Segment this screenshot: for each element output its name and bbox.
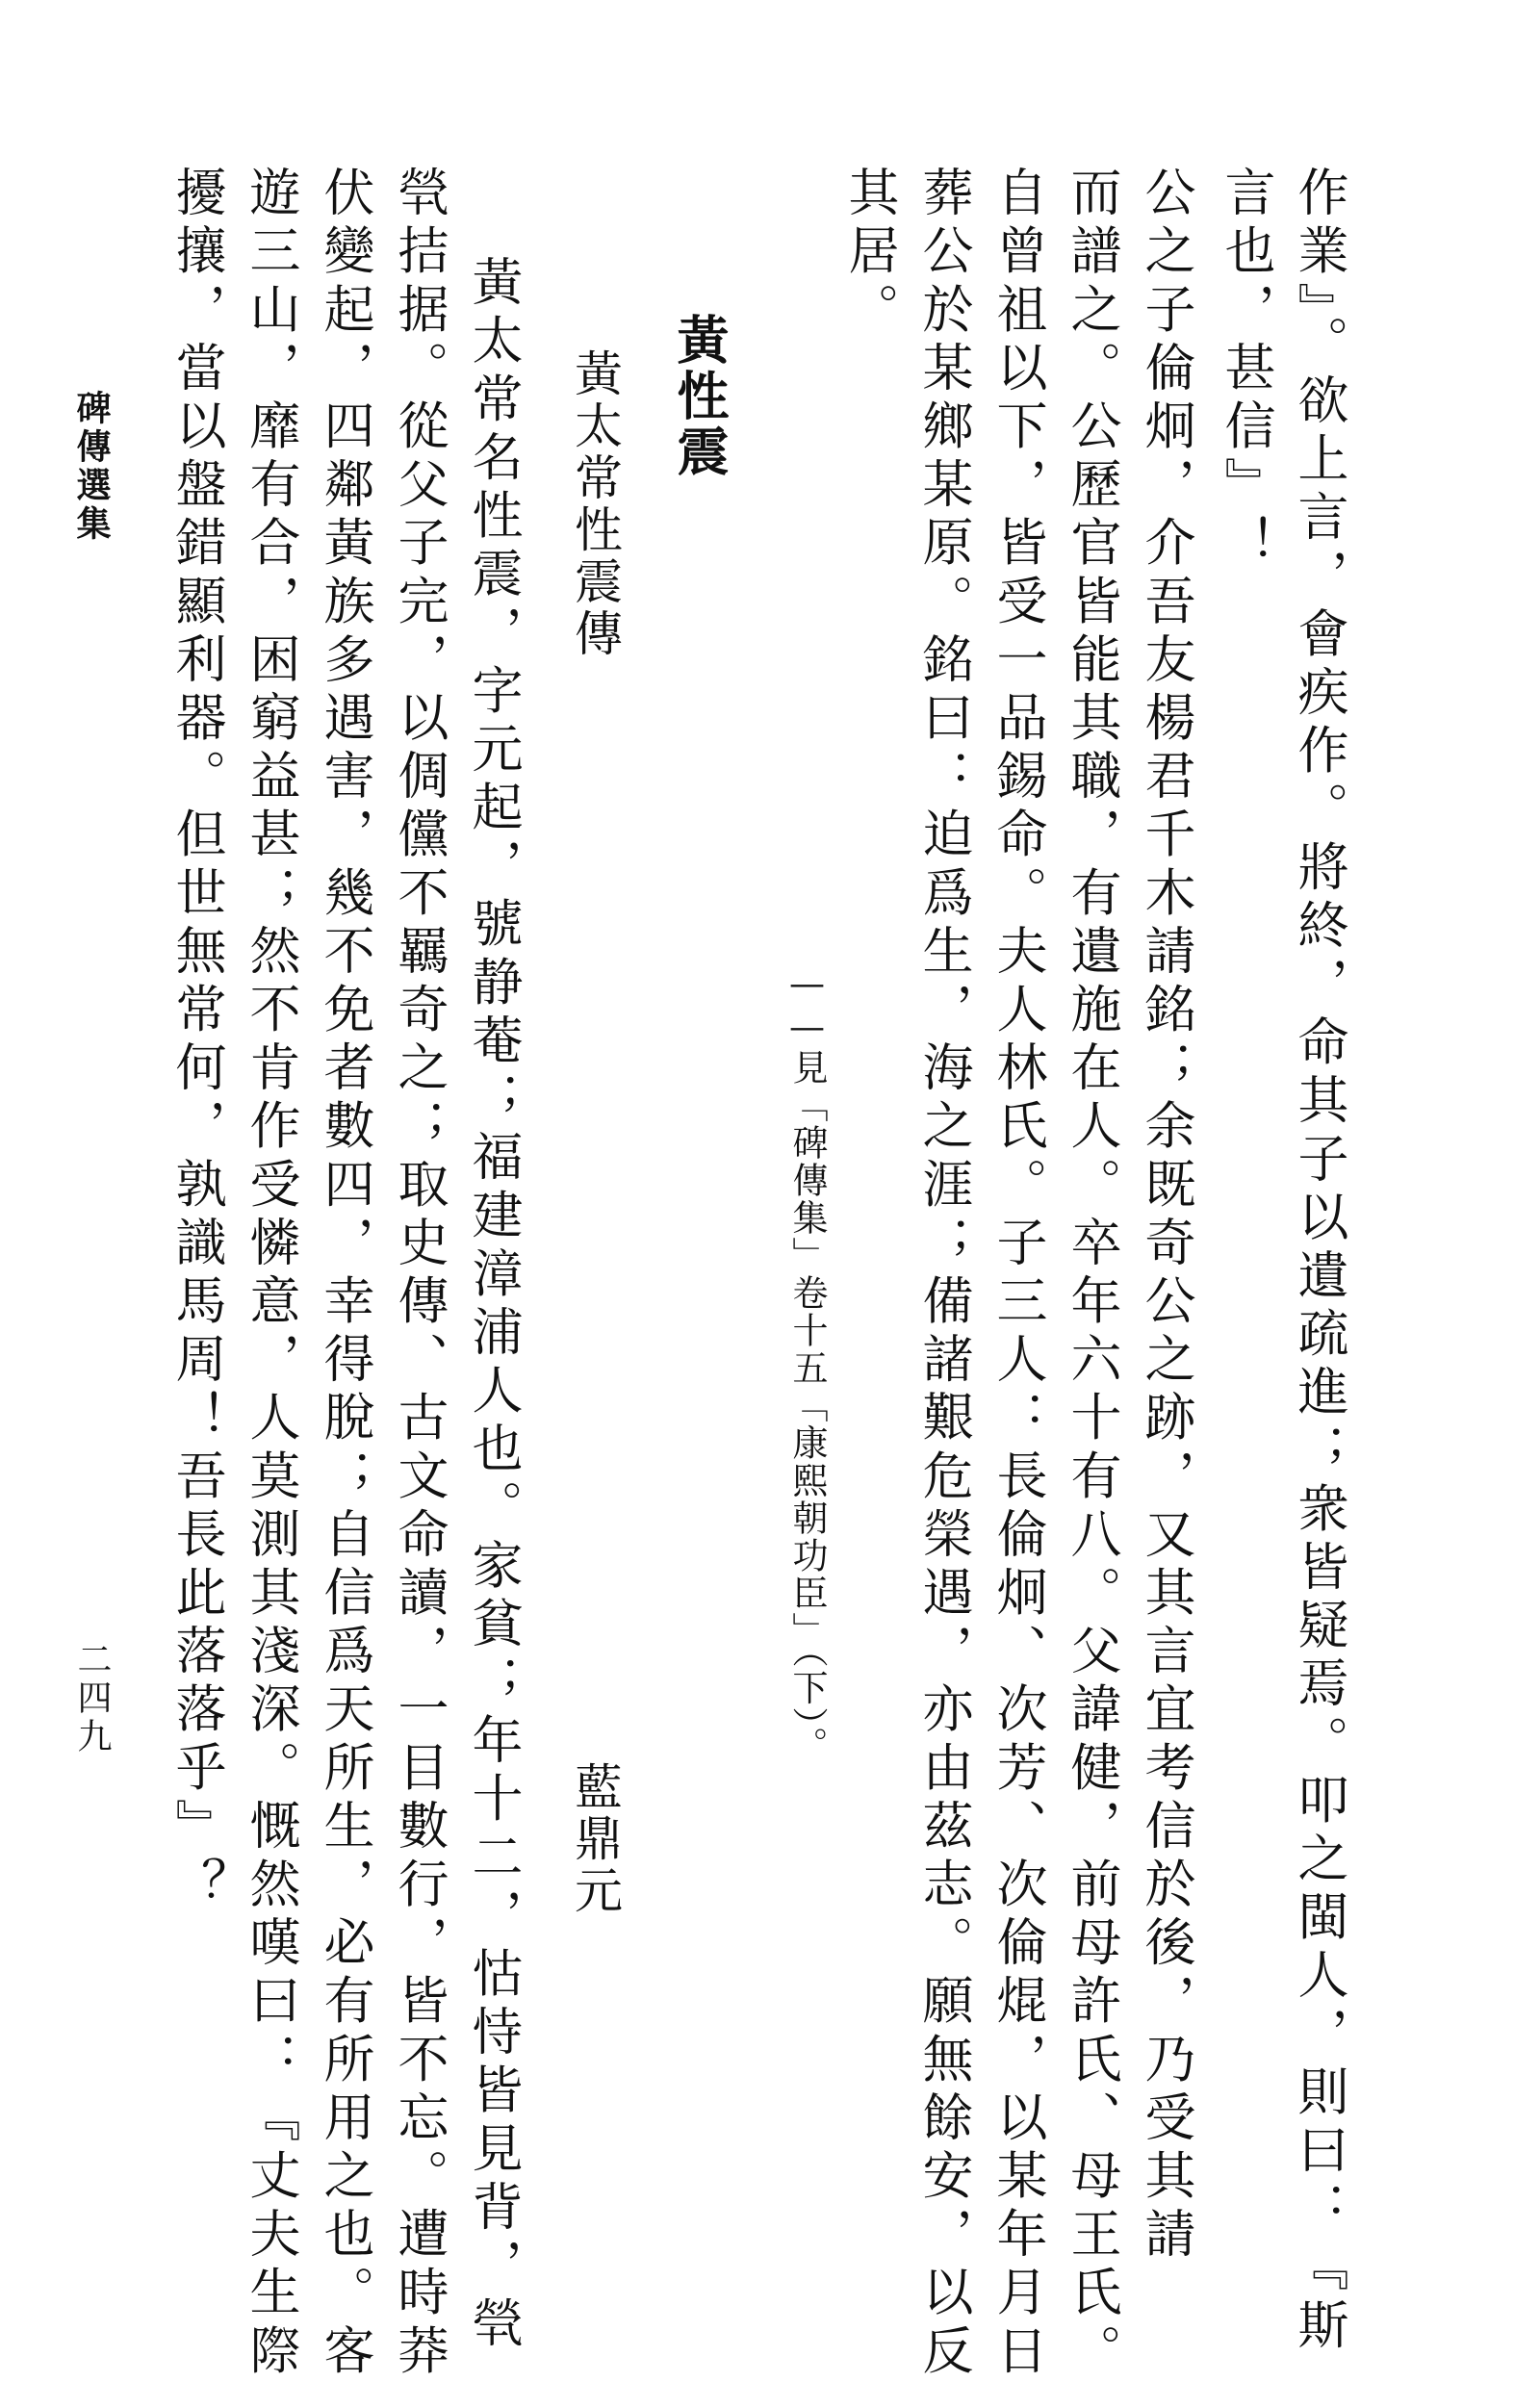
text-column-1: 作業』。欲上言，會疾作。將終，命其子以遺疏進；衆皆疑焉。叩之閩人，則曰：『斯 — [1290, 166, 1348, 2357]
text-column-10: 伏變起，四鄰黃族多遇害，幾不免者數四，幸得脫；自信爲天所生，必有所用之也。客 — [316, 166, 374, 2382]
text-column-3: 公之子倫炯，介吾友楊君千木請銘；余既奇公之跡，又其言宜考信於後，乃受其請 — [1137, 166, 1195, 2266]
running-title: 碑傳選集 — [71, 390, 112, 544]
author-name: 藍鼎元 — [567, 1761, 623, 1917]
section-title: 黃性震 — [669, 313, 731, 480]
page-number: 二四九 — [72, 1641, 112, 1756]
section-subtitle: 黃太常性震傳 — [567, 348, 623, 660]
text-column-11: 遊三山，靡有合，困窮益甚；然不肯作受憐意，人莫測其淺深。慨然嘆曰：『丈夫生際 — [242, 166, 300, 2382]
text-column-6: 葬公於某鄉某原。銘曰：迫爲生，海之涯；備諸艱危榮遇，亦由茲志。願無餘安，以反 — [914, 166, 973, 2382]
text-column-4: 而譜之。公歷官皆能其職，有遺施在人。卒年六十有八。父諱健，前母許氏、母王氏。 — [1063, 166, 1121, 2382]
source-citation: ——見「碑傳集」卷十五「康熙朝功臣」（下）。 — [786, 962, 828, 1764]
text-column-12: 擾攘，當以盤錯顯利器。但世無常何，孰識馬周！吾長此落落乎』？ — [167, 166, 226, 1915]
text-column-9: 煢拮据。從父子完，以倜儻不羈奇之；取史傳、古文命讀，一目數行，皆不忘。遭時莽 — [390, 166, 449, 2382]
text-column-7: 其居。 — [840, 166, 899, 341]
text-column-2: 言也，甚信』！ — [1217, 166, 1275, 575]
text-column-8: 黃太常名性震，字元起，號静菴；福建漳浦人也。家貧；年十二，怙恃皆見背，煢 — [464, 255, 523, 2355]
text-column-5: 自曾祖以下，皆受一品錫命。夫人林氏。子三人：長倫炯、次芳、次倫焜，以某年月日 — [988, 166, 1047, 2382]
